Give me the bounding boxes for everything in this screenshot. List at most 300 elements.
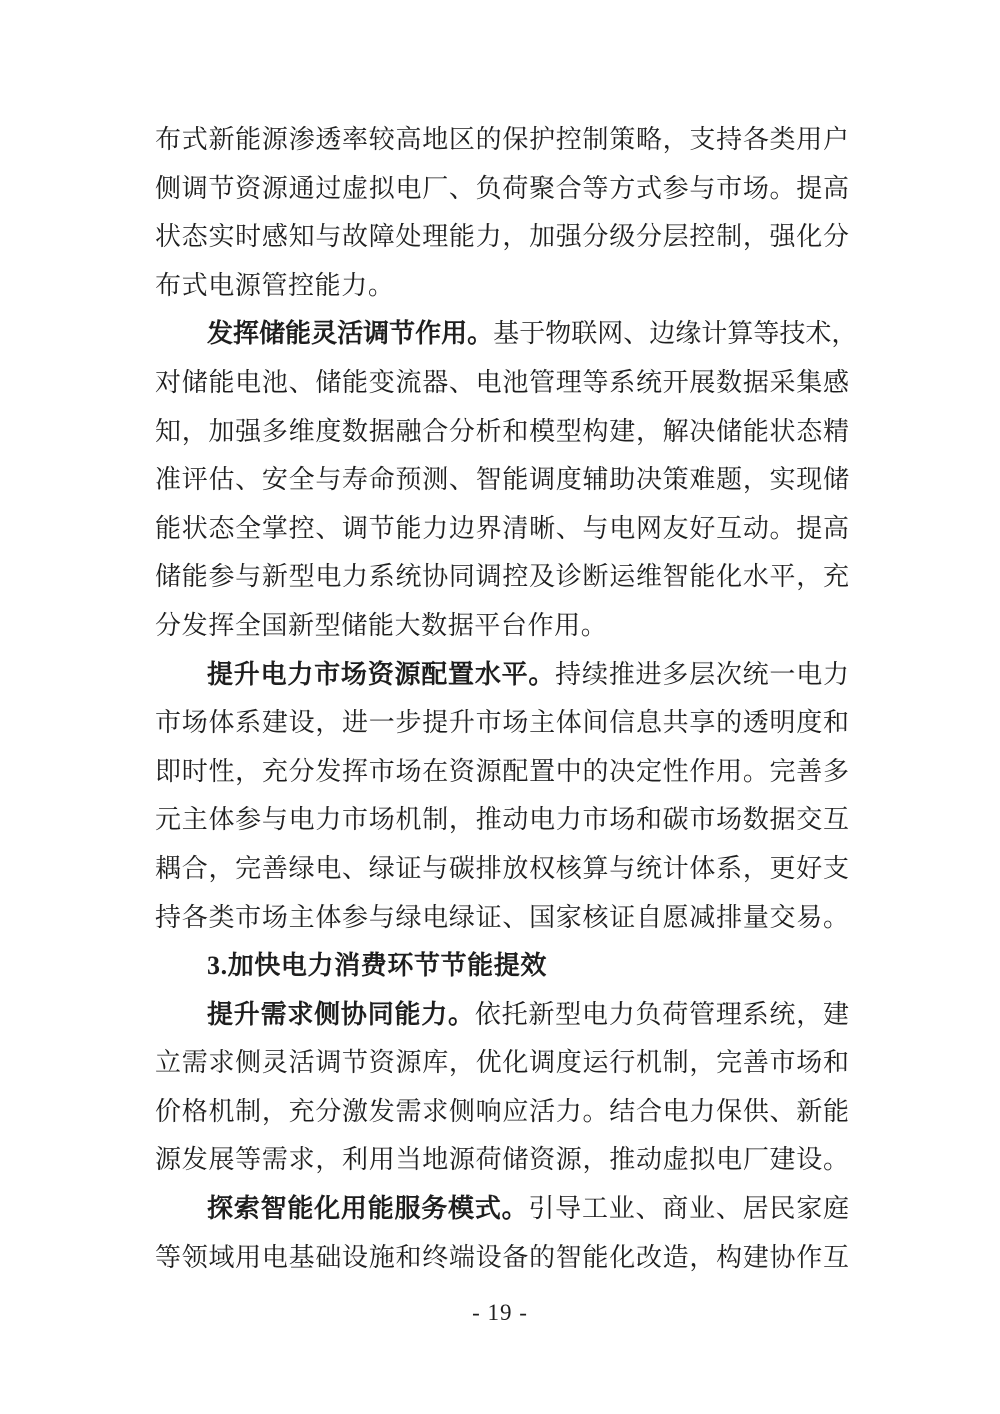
body-char: 用 xyxy=(716,756,743,786)
body-char: 主 xyxy=(529,708,556,738)
body-char: 难 xyxy=(689,465,716,495)
body-char: 合 xyxy=(555,173,582,203)
body-char: 与 xyxy=(582,513,609,543)
body-char: 融 xyxy=(395,416,422,446)
heading-char: 探 xyxy=(207,1194,234,1224)
body-char: 依 xyxy=(474,999,501,1029)
body-char: 数 xyxy=(716,367,743,397)
heading-char: 3 xyxy=(207,951,220,981)
body-char: 对 xyxy=(155,367,182,397)
body-char: 构 xyxy=(716,1242,743,1272)
body-char: 在 xyxy=(422,756,449,786)
body-char: 结 xyxy=(609,1096,636,1126)
body-char: 等 xyxy=(582,173,609,203)
body-char: ， xyxy=(315,1145,342,1175)
body-char: 系 xyxy=(368,562,395,592)
body-char: 电 xyxy=(422,902,449,932)
heading-char: 力 xyxy=(307,951,334,981)
body-char: 储 xyxy=(822,465,849,495)
body-char: 发 xyxy=(181,1145,208,1175)
body-char: 负 xyxy=(475,173,502,203)
body-char: 绿 xyxy=(288,853,315,883)
body-char: 建 xyxy=(769,1145,796,1175)
body-char: 市 xyxy=(475,708,502,738)
body-char: 设 xyxy=(288,708,315,738)
body-char: 供 xyxy=(742,1096,769,1126)
body-char: 电 xyxy=(796,659,823,689)
body-char: 合 xyxy=(635,1096,662,1126)
body-char: 保 xyxy=(502,125,529,154)
text-line xyxy=(155,505,849,554)
body-char: 力 xyxy=(555,805,582,835)
body-char: 源 xyxy=(555,1145,582,1175)
body-char: 灵 xyxy=(261,1048,288,1078)
body-char: 模 xyxy=(529,416,556,446)
body-char: 证 xyxy=(395,853,422,883)
heading-char: 能 xyxy=(394,999,421,1029)
body-char: 持 xyxy=(155,902,182,932)
body-char: 体 xyxy=(555,708,582,738)
heading-char: 水 xyxy=(474,659,501,689)
body-char: 一 xyxy=(769,659,796,689)
body-char: 实 xyxy=(769,465,796,495)
body-char: 、 xyxy=(715,1194,742,1224)
body-char: 系 xyxy=(742,999,769,1029)
body-char: 升 xyxy=(448,708,475,738)
body-char: 体 xyxy=(689,853,716,883)
body-char: 证 xyxy=(609,902,636,932)
body-char: 布 xyxy=(155,125,182,154)
body-char: 等 xyxy=(582,367,609,397)
body-char: 建 xyxy=(609,416,636,446)
body-char: 级 xyxy=(609,222,636,252)
body-char: ， xyxy=(208,853,235,883)
body-char: 能 xyxy=(155,513,182,543)
body-char: ， xyxy=(582,1145,609,1175)
body-char: 端 xyxy=(448,1242,475,1272)
body-char: 故 xyxy=(342,222,369,252)
body-char: 更 xyxy=(769,853,796,883)
body-char: 保 xyxy=(716,1096,743,1126)
body-char: 。 xyxy=(582,1096,609,1126)
body-char: 交 xyxy=(796,805,823,835)
body-char: 池 xyxy=(261,367,288,397)
body-char: 次 xyxy=(715,659,742,689)
body-char: 机 xyxy=(635,1048,662,1078)
body-char: 控 xyxy=(288,513,315,543)
body-char: 力 xyxy=(608,999,635,1029)
body-char: ， xyxy=(448,805,475,835)
body-char: 源 xyxy=(155,1145,182,1175)
body-char: 型 xyxy=(555,999,582,1029)
body-char: 市 xyxy=(342,805,369,835)
text-line xyxy=(155,1136,849,1185)
body-char: 据 xyxy=(742,367,769,397)
body-char: 布 xyxy=(155,270,182,300)
body-char: 终 xyxy=(422,1242,449,1272)
heading-char: 务 xyxy=(421,1194,448,1224)
heading-line xyxy=(155,1185,849,1234)
heading-char: 提 xyxy=(493,951,520,981)
body-char: 力 xyxy=(342,562,369,592)
body-char: 边 xyxy=(649,319,676,349)
heading-char: 市 xyxy=(314,659,341,689)
heading-char: 加 xyxy=(227,951,254,981)
body-char: 理 xyxy=(555,367,582,397)
body-char: 电 xyxy=(609,513,636,543)
body-char: 持 xyxy=(716,125,743,154)
body-char: 性 xyxy=(662,756,689,786)
text-line xyxy=(155,796,849,845)
body-char: 等 xyxy=(155,1242,182,1272)
body-char: 和 xyxy=(395,1242,422,1272)
body-char: 建 xyxy=(822,999,849,1029)
body-char: 制 xyxy=(716,222,743,252)
body-char: 掌 xyxy=(261,513,288,543)
body-char: 分 xyxy=(635,222,662,252)
body-char: 推 xyxy=(609,1145,636,1175)
body-char: 响 xyxy=(475,1096,502,1126)
body-char: 理 xyxy=(715,999,742,1029)
heading-char: 灵 xyxy=(311,319,338,349)
body-char: 完 xyxy=(716,1048,743,1078)
body-char: 引 xyxy=(528,1194,555,1224)
body-char: 统 xyxy=(395,562,422,592)
body-char: 中 xyxy=(555,756,582,786)
body-char: 控 xyxy=(555,125,582,154)
body-char: 系 xyxy=(235,708,262,738)
body-char: 力 xyxy=(315,805,342,835)
heading-char: 索 xyxy=(233,1194,260,1224)
body-char: 联 xyxy=(571,319,598,349)
text-line xyxy=(155,359,849,408)
body-char: 型 xyxy=(288,562,315,592)
body-char: 改 xyxy=(635,1242,662,1272)
body-char: 等 xyxy=(235,1145,262,1175)
body-char: 好 xyxy=(689,513,716,543)
body-char: 调 xyxy=(181,173,208,203)
body-char: 状 xyxy=(155,222,182,252)
body-char: 透 xyxy=(742,708,769,738)
text-line xyxy=(155,116,849,165)
body-char: 托 xyxy=(501,999,528,1029)
body-char: 。 xyxy=(822,902,849,932)
body-char: 展 xyxy=(208,1145,235,1175)
body-char: 控 xyxy=(689,222,716,252)
body-char: 算 xyxy=(582,853,609,883)
body-char: 大 xyxy=(394,610,421,640)
body-char: 控 xyxy=(502,562,529,592)
body-char: 系 xyxy=(716,853,743,883)
heading-char: 侧 xyxy=(314,999,341,1029)
body-char: 物 xyxy=(545,319,572,349)
heading-char: 节 xyxy=(440,951,467,981)
body-char: 发 xyxy=(315,756,342,786)
body-char: 工 xyxy=(581,1194,608,1224)
body-char: 维 xyxy=(635,562,662,592)
body-char: ， xyxy=(235,756,262,786)
body-char: 场 xyxy=(796,1048,823,1078)
body-char: 厂 xyxy=(742,1145,769,1175)
body-char: 各 xyxy=(181,902,208,932)
body-char: 与 xyxy=(315,222,342,252)
body-char: 加 xyxy=(529,222,556,252)
body-char: 电 xyxy=(315,853,342,883)
body-char: 高 xyxy=(822,173,849,203)
body-char: 能 xyxy=(314,270,341,300)
body-char: 各 xyxy=(742,125,769,154)
body-char: 定 xyxy=(635,756,662,786)
body-char: 施 xyxy=(368,1242,395,1272)
text-line xyxy=(155,845,849,894)
body-char: 式 xyxy=(181,270,208,300)
body-char: 碳 xyxy=(662,805,689,835)
body-char: 节 xyxy=(368,513,395,543)
body-char: 调 xyxy=(475,562,502,592)
body-char: 挥 xyxy=(208,610,235,640)
body-char: 源 xyxy=(261,173,288,203)
body-char: 作 xyxy=(689,756,716,786)
body-char: 能 xyxy=(822,1096,849,1126)
body-char: 管 xyxy=(529,367,556,397)
text-line xyxy=(155,408,849,457)
body-char: 互 xyxy=(716,513,743,543)
body-char: 推 xyxy=(475,805,502,835)
body-char: 型 xyxy=(314,610,341,640)
body-char: 平 xyxy=(474,610,501,640)
body-char: 储 xyxy=(502,1145,529,1175)
body-char: 放 xyxy=(502,853,529,883)
body-char: 厂 xyxy=(422,173,449,203)
body-char: 开 xyxy=(662,367,689,397)
body-char: 聚 xyxy=(529,173,556,203)
body-char: 基 xyxy=(288,1242,315,1272)
body-char: 多 xyxy=(662,659,689,689)
body-char: 力 xyxy=(822,659,849,689)
body-char: 调 xyxy=(315,1048,342,1078)
body-char: 立 xyxy=(155,1048,182,1078)
body-char: 调 xyxy=(342,513,369,543)
body-char: 统 xyxy=(635,853,662,883)
body-char: 业 xyxy=(608,1194,635,1224)
body-char: 市 xyxy=(235,902,262,932)
body-char: 策 xyxy=(609,125,636,154)
body-char: 和 xyxy=(502,416,529,446)
heading-char: 服 xyxy=(394,1194,421,1224)
body-char: 缘 xyxy=(675,319,702,349)
body-char: 合 xyxy=(181,853,208,883)
body-char: 激 xyxy=(342,1096,369,1126)
body-char: 解 xyxy=(662,416,689,446)
body-char: 能 xyxy=(742,416,769,446)
body-char: 智 xyxy=(555,1242,582,1272)
body-char: 源 xyxy=(261,125,288,154)
body-char: 透 xyxy=(315,125,342,154)
body-char: 信 xyxy=(609,708,636,738)
heading-char: 模 xyxy=(448,1194,475,1224)
body-char: 善 xyxy=(796,756,823,786)
body-char: 、 xyxy=(635,1194,662,1224)
body-char: 权 xyxy=(529,853,556,883)
body-char: 置 xyxy=(529,756,556,786)
body-char: 用 xyxy=(368,1145,395,1175)
body-char: 的 xyxy=(529,1242,556,1272)
body-char: 推 xyxy=(608,659,635,689)
body-char: 机 xyxy=(208,1096,235,1126)
heading-char: 能 xyxy=(367,1194,394,1224)
body-char: 集 xyxy=(796,367,823,397)
body-char: 方 xyxy=(609,173,636,203)
body-char: 、 xyxy=(448,465,475,495)
body-char: 和 xyxy=(635,805,662,835)
body-char: 息 xyxy=(635,708,662,738)
body-char: 场 xyxy=(502,708,529,738)
body-char: 充 xyxy=(288,1096,315,1126)
body-char: 利 xyxy=(342,1145,369,1175)
body-char: 协 xyxy=(422,562,449,592)
body-char: 自 xyxy=(635,902,662,932)
body-char: 商 xyxy=(662,1194,689,1224)
body-char: 通 xyxy=(288,173,315,203)
body-char: 荷 xyxy=(475,1145,502,1175)
body-char: 绿 xyxy=(368,853,395,883)
heading-char: 调 xyxy=(363,319,390,349)
body-char: 测 xyxy=(422,465,449,495)
body-char: 应 xyxy=(502,1096,529,1126)
body-char: 渗 xyxy=(288,125,315,154)
body-char: 电 xyxy=(581,999,608,1029)
body-char: 设 xyxy=(475,1242,502,1272)
body-char: ， xyxy=(448,1048,475,1078)
body-char: 设 xyxy=(796,1145,823,1175)
body-char: 计 xyxy=(701,319,728,349)
body-char: 与 xyxy=(235,562,262,592)
body-char: 技 xyxy=(779,319,806,349)
heading-char: 平 xyxy=(501,659,528,689)
body-char: 动 xyxy=(502,805,529,835)
body-char: 强 xyxy=(555,222,582,252)
body-char: 管 xyxy=(261,270,288,300)
body-char: 度 xyxy=(796,708,823,738)
body-char: 家 xyxy=(555,902,582,932)
body-char: 友 xyxy=(662,513,689,543)
body-char: 场 xyxy=(609,805,636,835)
heading-char: 资 xyxy=(367,659,394,689)
heading-char: 。 xyxy=(528,659,555,689)
body-char: ， xyxy=(796,999,823,1029)
heading-char: 求 xyxy=(287,999,314,1029)
body-char: 、 xyxy=(555,513,582,543)
body-char: 变 xyxy=(368,367,395,397)
body-char: 制 xyxy=(422,805,449,835)
body-char: 展 xyxy=(689,367,716,397)
body-char: 与 xyxy=(689,173,716,203)
heading-char: 快 xyxy=(254,951,281,981)
body-char: 命 xyxy=(368,465,395,495)
body-char: 管 xyxy=(689,999,716,1029)
body-char: 机 xyxy=(395,805,422,835)
body-char: 辅 xyxy=(582,465,609,495)
body-char: 分 xyxy=(582,222,609,252)
body-char: 备 xyxy=(502,1242,529,1272)
body-char: ， xyxy=(662,125,689,154)
body-char: 全 xyxy=(288,465,315,495)
body-char: 交 xyxy=(769,902,796,932)
body-char: 储 xyxy=(155,562,182,592)
body-char: 障 xyxy=(368,222,395,252)
body-char: 庭 xyxy=(822,1194,849,1224)
body-char: 源 xyxy=(395,1048,422,1078)
body-char: 场 xyxy=(368,805,395,835)
body-char: 分 xyxy=(315,1096,342,1126)
body-char: 础 xyxy=(315,1242,342,1272)
body-char: 绿 xyxy=(448,902,475,932)
body-char: 善 xyxy=(742,1048,769,1078)
body-char: 发 xyxy=(181,610,208,640)
heading-char: . xyxy=(220,951,228,981)
body-char: 率 xyxy=(342,125,369,154)
body-char: 挥 xyxy=(342,756,369,786)
body-char: 估 xyxy=(208,465,235,495)
heading-char: 力 xyxy=(421,999,448,1029)
body-char: 与 xyxy=(422,853,449,883)
body-char: 提 xyxy=(796,173,823,203)
body-char: 新 xyxy=(261,562,288,592)
body-char: 资 xyxy=(368,1048,395,1078)
body-char: 同 xyxy=(448,562,475,592)
body-char: 资 xyxy=(529,1145,556,1175)
body-char: 合 xyxy=(422,416,449,446)
body-char: ， xyxy=(181,416,208,446)
body-char: 好 xyxy=(796,853,823,883)
body-char: 统 xyxy=(635,367,662,397)
body-char: 和 xyxy=(822,1048,849,1078)
body-char: 统 xyxy=(742,659,769,689)
body-char: 构 xyxy=(582,416,609,446)
body-char: 式 xyxy=(635,173,662,203)
heading-char: 节 xyxy=(413,951,440,981)
heading-char: 升 xyxy=(233,999,260,1029)
body-char: 、 xyxy=(448,173,475,203)
body-char: 化 xyxy=(609,1242,636,1272)
body-char: 能 xyxy=(395,513,422,543)
body-char: 的 xyxy=(475,125,502,154)
body-char: 耦 xyxy=(155,853,182,883)
body-char: 场 xyxy=(261,902,288,932)
body-char: 领 xyxy=(181,1242,208,1272)
body-char: 据 xyxy=(368,416,395,446)
body-char: 优 xyxy=(475,1048,502,1078)
body-char: 市 xyxy=(368,756,395,786)
body-char: 电 xyxy=(288,805,315,835)
body-char: 状 xyxy=(769,416,796,446)
body-char: 、 xyxy=(315,513,342,543)
body-char: 配 xyxy=(502,756,529,786)
heading-char: 电 xyxy=(280,951,307,981)
body-char: 用 xyxy=(554,610,581,640)
body-char: 台 xyxy=(500,610,527,640)
body-char: 用 xyxy=(796,125,823,154)
body-char: 时 xyxy=(181,756,208,786)
body-char: ， xyxy=(635,416,662,446)
body-char: 储 xyxy=(341,610,368,640)
body-char: 态 xyxy=(796,416,823,446)
body-char: 器 xyxy=(422,367,449,397)
body-char: 核 xyxy=(582,902,609,932)
body-char: 多 xyxy=(261,416,288,446)
body-char: 分 xyxy=(155,610,182,640)
body-char: 基 xyxy=(493,319,520,349)
